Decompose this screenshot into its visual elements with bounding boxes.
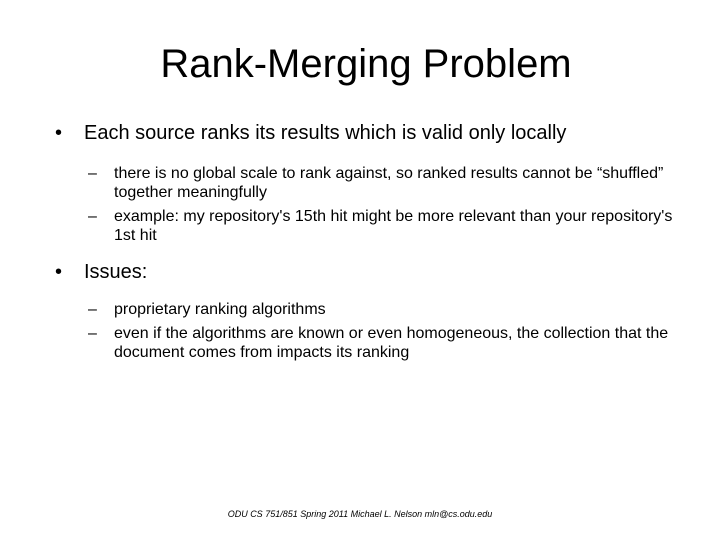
sub-bullet-text: proprietary ranking algorithms [114, 301, 326, 318]
slide-title: Rank-Merging Problem [160, 42, 572, 86]
sub-bullet-item [55, 300, 685, 319]
sub-bullet-list [55, 164, 685, 245]
bullet-marker: • [55, 261, 63, 283]
bullet-text: Issues: [84, 261, 148, 283]
sub-bullet-item [55, 164, 685, 202]
dash-marker: – [88, 165, 97, 182]
bullet-marker: • [55, 122, 63, 144]
bullet-item [55, 120, 685, 146]
sub-bullet-item [55, 324, 685, 362]
dash-marker: – [88, 208, 97, 225]
sub-bullet-text: example: my repository's 15th hit might be more relevant than your repository's 1st hit [114, 208, 673, 244]
sub-bullet-text: there is no global scale to rank against, so ranked results cannot be “shuffled” together meaningfully [114, 165, 664, 201]
sub-bullet-text: even if the algorithms are known or even homogeneous, the collection that the document comes from impacts its ranking [114, 325, 669, 361]
dash-marker: – [88, 301, 97, 318]
dash-marker: – [88, 325, 97, 342]
bullet-item [55, 259, 685, 285]
sub-bullet-item [55, 207, 685, 245]
slide-body [55, 120, 685, 362]
slide-footer: ODU CS 751/851 Spring 2011 Michael L. Nelson mln@cs.odu.edu [227, 509, 493, 519]
bullet-text: Each source ranks its results which is valid only locally [84, 122, 567, 144]
sub-bullet-list [55, 300, 685, 362]
